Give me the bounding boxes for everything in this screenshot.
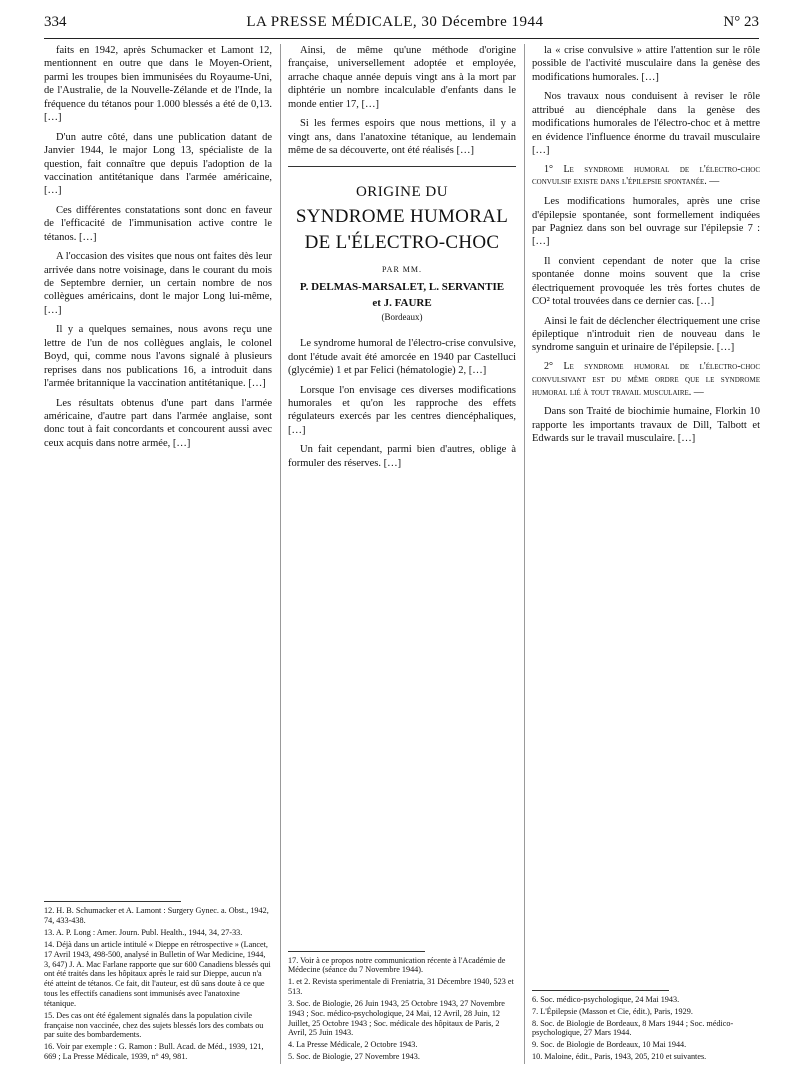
- footnote: 12. H. B. Schumacker et A. Lamont : Surgery Gynec. a. Obst., 1942, 74, 433-438.: [44, 906, 269, 926]
- issue-number: N° 23: [723, 14, 759, 30]
- paragraph: Ainsi, de même qu'une méthode d'origine française, universellement adoptée et employée, arrache chaque année depuis vingt ans à la mort par diphtérie un nombre incalculable d'enfants dans le monde entier 17, […]: [288, 45, 516, 110]
- column-divider: [280, 44, 281, 1064]
- authors: P. DELMAS-MARSALET, L. SERVANTIE: [299, 280, 505, 293]
- page-number: 334: [44, 14, 67, 30]
- paragraph: la « crise convulsive » attire l'attention sur le rôle possible de l'activité musculaire dans la genèse des modifications humorales. […]: [532, 45, 760, 83]
- paragraph: Les modifications humorales, après une crise d'épilepsie spontanée, sont formellement indiquées par Pagniez dans son bel ouvrage sur l'épilepsie 7 : […]: [532, 196, 760, 248]
- byline-prefix: PAR MM.: [381, 265, 423, 275]
- paragraph: D'un autre côté, dans une publication datant de Janvier 1944, le major Long 13, spécialiste de la question, fait connaître que depuis l'adoption de la vaccination antitétanique dans l'armée américaine, […]: [44, 131, 272, 197]
- article-title-line-3: DE L'ÉLECTRO-CHOC: [304, 232, 500, 253]
- footnote: 4. La Presse Médicale, 2 Octobre 1943.: [288, 1040, 418, 1050]
- footnotes: [288, 951, 516, 1064]
- footnote: 3. Soc. de Biologie, 26 Juin 1943, 25 Octobre 1943, 27 Novembre 1943 ; Soc. médico-psychologique, 24 Mai, 12 Avril, 28 Juin, 12 Juillet, 25 Octobre 1943 ; Soc. médicale des hôpitaux de Paris, 2 Avril, 25 Juin 1943.: [288, 998, 505, 1038]
- paragraph: A l'occasion des visites que nous ont faites dès leur arrivée dans notre voisinage, dans le courant du mois de Septembre dernier, un certain nombre de nos collègues américains, dont le major Long lui-même, […]: [44, 251, 272, 316]
- paragraph: Ces différentes constatations sont donc en faveur de l'efficacité de l'immunisation active contre le tétanos. […]: [44, 204, 272, 243]
- paragraph: Nos travaux nous conduisent à reviser le rôle attribué au diencéphale dans la genèse des modifications humorales de l'électro-choc et à mettre en évidence l'influence énorme du travail musculaire […]: [532, 91, 760, 157]
- column-2: [288, 44, 516, 1064]
- footnote: 14. Déjà dans un article intitulé « Dieppe en rétrospective » (Lancet, 17 Avril 1943, 498-500, analysé in Bulletin of War Medicine, 1944, 3, 647) J. A. Mac Farlane rapporte que sur 600 Canadiens blessés qui ont été traités dans les hôpitaux après le raid sur Dieppe, aucun n'a été atteint de tétanos. Ce fait, dit l'auteur, est dû sans doute à ce que tous les effectifs canadiens sont immunisés avec l'anatoxine tétanique.: [44, 939, 271, 1008]
- footnote: 17. Voir à ce propos notre communication récente à l'Académie de Médecine (séance du 7 Novembre 1944).: [288, 955, 506, 975]
- footnote: 8. Soc. de Biologie de Bordeaux, 8 Mars 1944 ; Soc. médico-psychologique, 27 Mars 1944.: [532, 1018, 734, 1038]
- footnote-rule: [532, 990, 669, 991]
- journal-title: LA PRESSE MÉDICALE, 30 Décembre 1944: [246, 14, 544, 30]
- paragraph: Il y a quelques semaines, nous avons reçu une lettre de l'un de nos collègues anglais, le colonel Boyd, qui, comme nous l'avons signalé à plusieurs reprises dans nos publications 16, a introduit dans l'armée britannique la vaccination antitétanique. […]: [44, 324, 272, 390]
- paragraph: Un fait cependant, parmi bien d'autres, oblige à formuler des réserves. […]: [288, 444, 516, 469]
- footnote: 16. Voir par exemple : G. Ramon : Bull. Acad. de Méd., 1939, 121, 669 ; La Presse Médicale, 1939, n° 49, 981.: [44, 1042, 264, 1062]
- paragraph: Si les fermes espoirs que nous mettions, il y a vingt ans, dans l'anatoxine tétanique, au lendemain même de sa découverte, ont été réalisés […]: [288, 118, 516, 157]
- article-title-line-2: SYNDROME HUMORAL: [295, 205, 509, 227]
- paragraph: Le syndrome humoral de l'électro-crise convulsive, dont l'étude avait été amorcée en 1940 par Castelluci (glycémie) 1 et par Felici (hématologie) 2, […]: [288, 338, 516, 377]
- paragraph: Il convient cependant de noter que la crise spontanée donne moins souvent que la crise électriquement provoquée les très fortes chutes de CO² total trouvées dans ce dernier cas. […]: [532, 255, 760, 308]
- section-rule: [288, 166, 516, 167]
- column-3: [532, 44, 760, 1064]
- running-head: [44, 14, 759, 39]
- paragraph: Ainsi le fait de déclencher électriquement une crise épileptique n'introduit rien de nouveau dans le syndrome sanguin et urinaire de l'épilepsie. […]: [532, 315, 760, 354]
- footnote: 9. Soc. de Biologie de Bordeaux, 10 Mai 1944.: [532, 1040, 687, 1050]
- footnote: 5. Soc. de Biologie, 27 Novembre 1943.: [288, 1052, 420, 1062]
- affiliation: (Bordeaux): [381, 311, 423, 322]
- authors-2: et J. FAURE: [372, 296, 432, 309]
- footnote: 10. Maloine, édit., Paris, 1943, 205, 210 et suivantes.: [532, 1052, 707, 1062]
- footnote-rule: [288, 951, 425, 952]
- footnote-rule: [44, 901, 181, 902]
- paragraph: Dans son Traité de biochimie humaine, Florkin 10 rapporte les importants travaux de Dill, Talbott et Edwards sur le travail musculaire. […]: [532, 406, 760, 445]
- footnote: 15. Des cas ont été également signalés dans la population civile française non vaccinée, chez des sujets blessés lors des combats ou par suite des bombardements.: [44, 1010, 264, 1040]
- footnote: 13. A. P. Long : Amer. Journ. Publ. Health., 1944, 34, 27-33.: [44, 928, 243, 938]
- footnote: 6. Soc. médico-psychologique, 24 Mai 1943.: [532, 994, 680, 1004]
- article-title-block: [288, 183, 516, 324]
- article-title-line-1: ORIGINE DU: [355, 183, 449, 200]
- paragraph: Lorsque l'on envisage ces diverses modifications humorales et qu'on les rapproche des effets régulateurs exercés par les centres diencéphaliques, […]: [288, 384, 516, 436]
- footnotes: [44, 901, 272, 1064]
- paragraph: Les résultats obtenus d'une part dans l'armée américaine, d'autre part dans l'armée anglaise, sont donc tout à fait concordants et concourent aussi avec ceux acquis dans notre armée, […]: [44, 397, 272, 449]
- paragraph: faits en 1942, après Schumacker et Lamont 12, mentionnent en outre que dans le Moyen-Orient, parmi les troupes bien immunisées du Royaume-Uni, de l'Australie, de la Nouvelle-Zélande et de l'Inde, la fréquence du tétanos pour 1.000 blessés a été de 0,13. […]: [44, 45, 272, 124]
- section-heading-1: 1° Le syndrome humoral de l'électro-choc convulsif existe dans l'épilepsie spontanée. —: [532, 163, 760, 188]
- footnote: 7. L'Épilepsie (Masson et Cie, édit.), Paris, 1929.: [532, 1006, 693, 1016]
- footnote: 1. et 2. Revista sperimentale di Freniatria, 31 Décembre 1940, 523 et 513.: [288, 977, 514, 997]
- column-divider: [524, 44, 525, 1064]
- footnotes: [532, 990, 760, 1064]
- section-heading-2: 2° Le syndrome humoral de l'électro-choc convulsivant est du même ordre que le syndrome humoral lié à tout travail musculaire. —: [532, 360, 760, 398]
- column-1: [44, 44, 272, 1064]
